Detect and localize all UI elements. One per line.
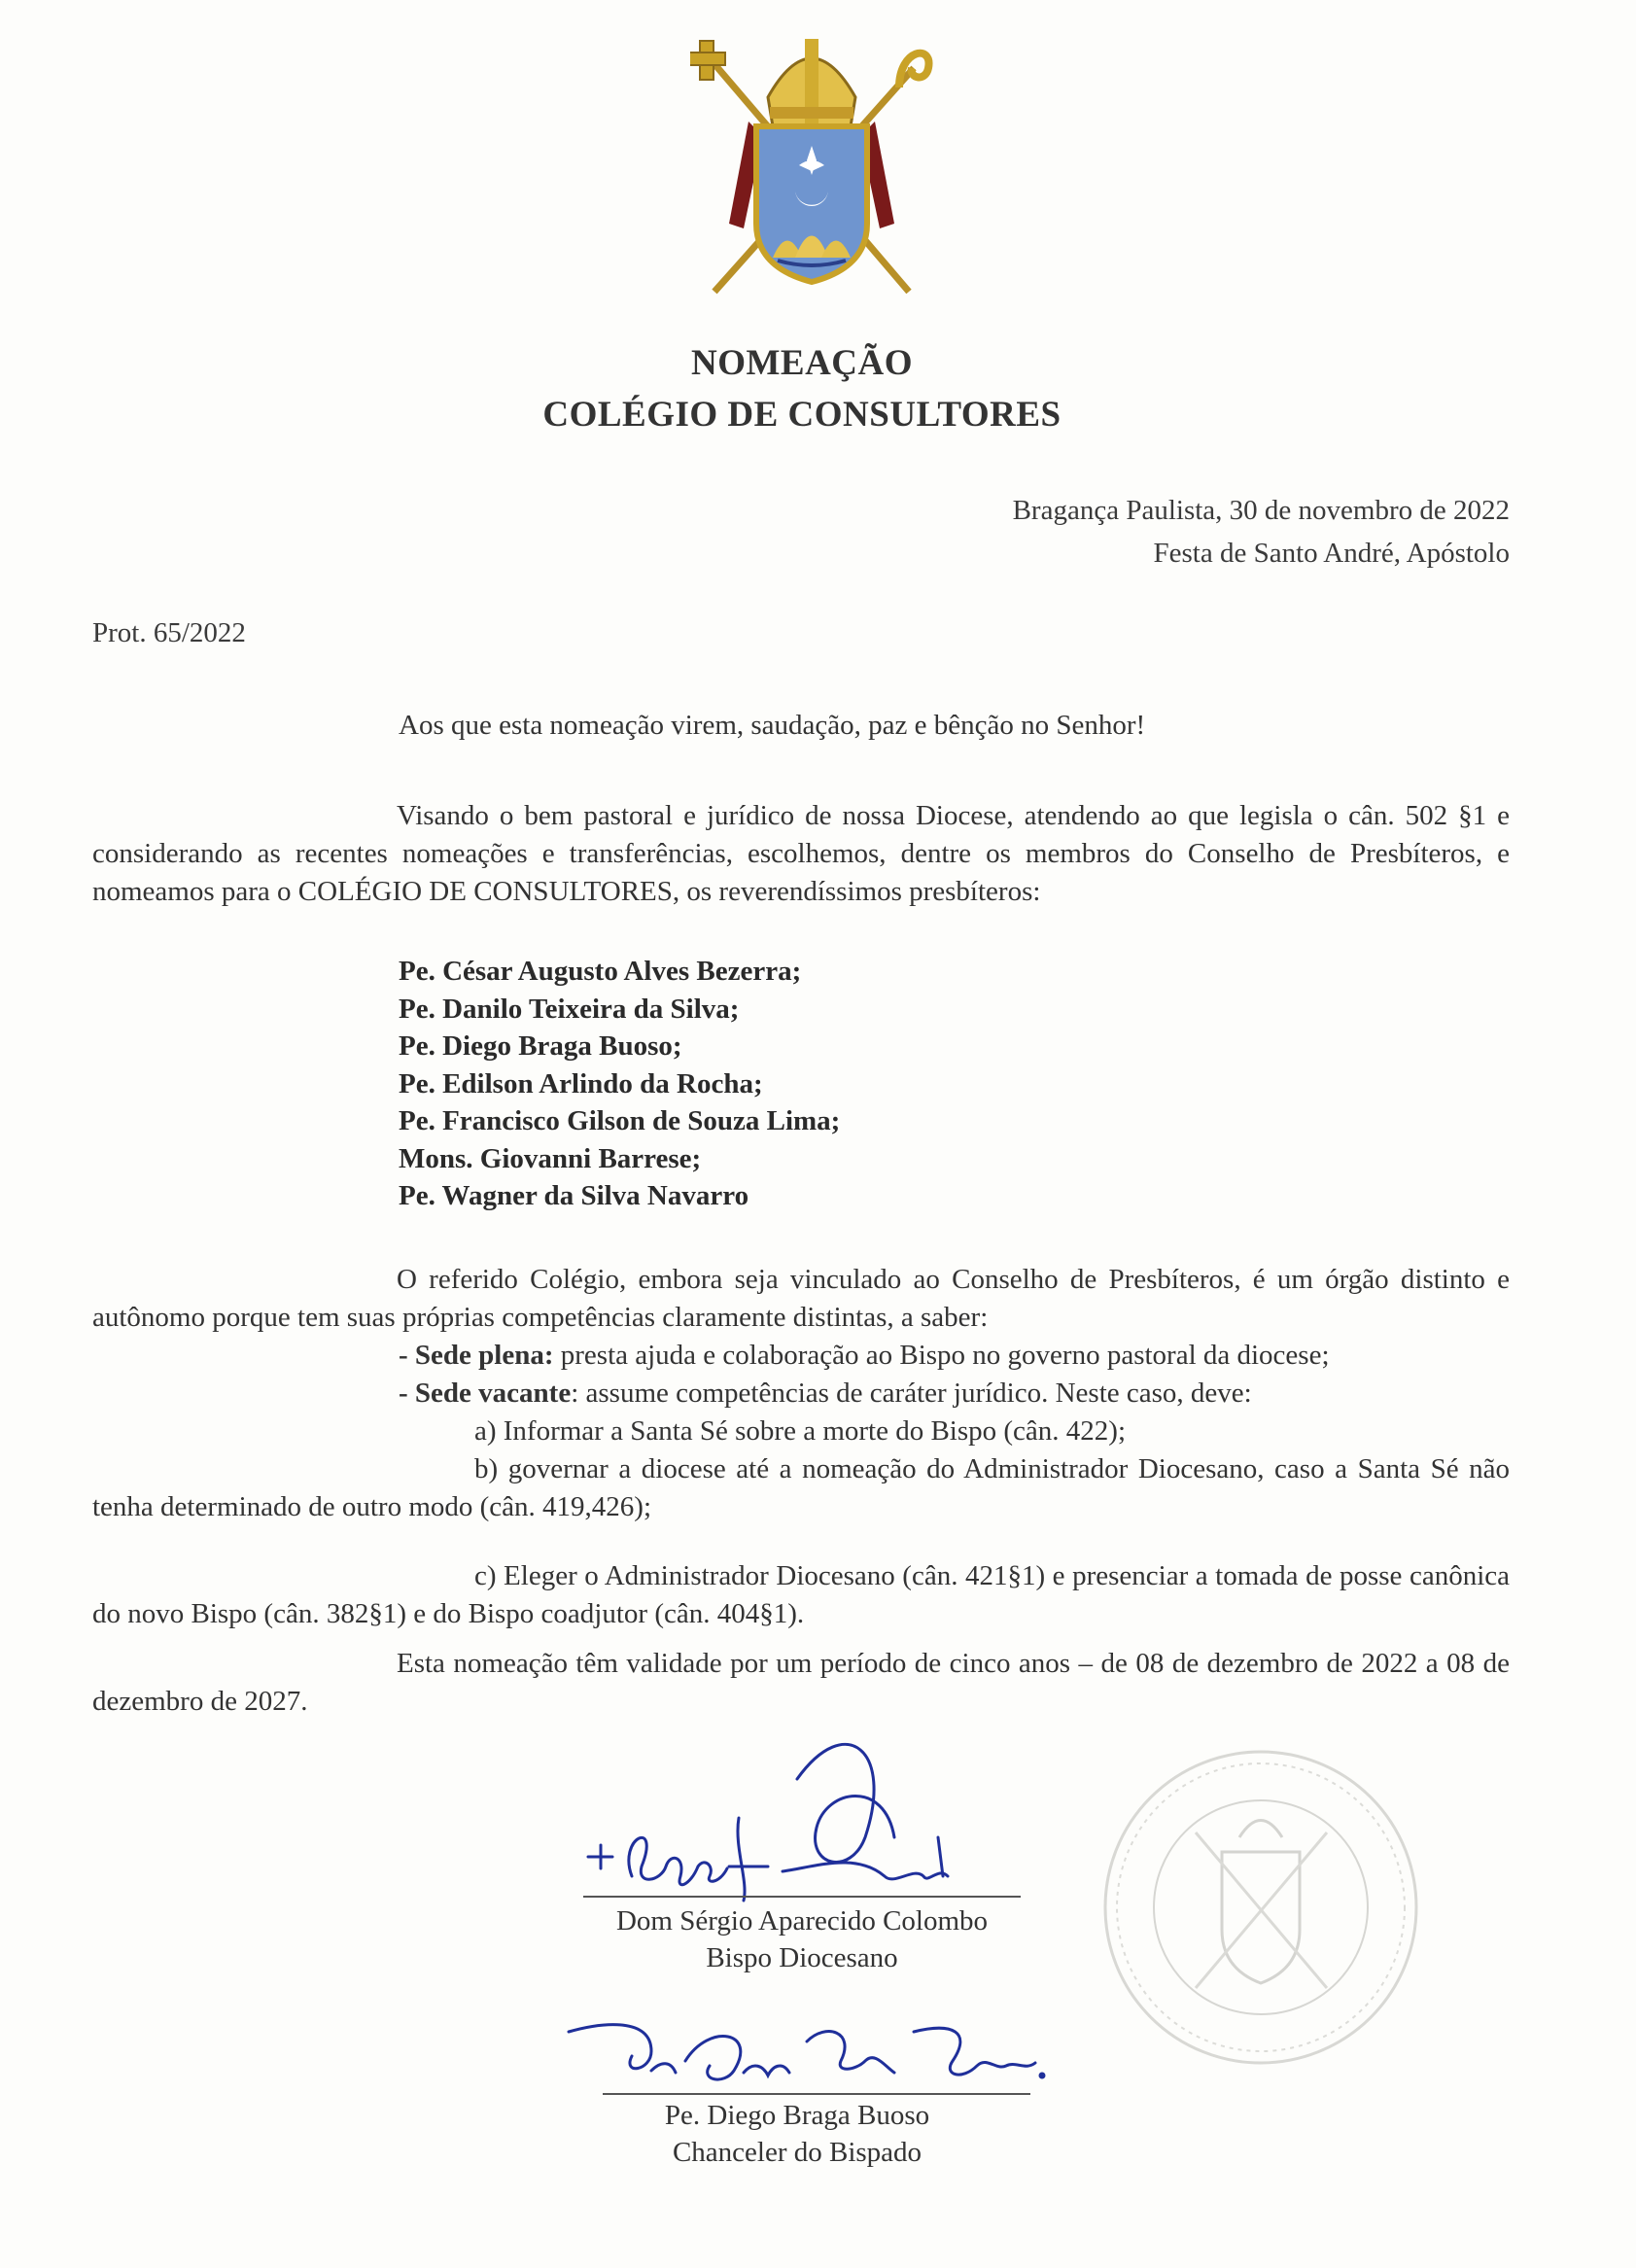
place-date: Bragança Paulista, 30 de novembro de 2022 xyxy=(1012,495,1510,526)
paragraph-competences: O referido Colégio, embora seja vinculado ao Conselho de Presbíteros, é um órgão distinto e autônomo porque tem suas próprias competências claramente distintas, a saber: xyxy=(92,1264,1510,1333)
list-item: Pe. Wagner da Silva Navarro xyxy=(399,1180,749,1211)
list-item: Pe. César Augusto Alves Bezerra; xyxy=(399,956,802,987)
item-c: c) Eleger o Administrador Diocesano (cân. 421§1) e presenciar a tomada de posse canônica do novo Bispo (cân. 382§1) e do Bispo coadjutor (cân. 404§1). xyxy=(92,1560,1510,1629)
bishop-name: Dom Sérgio Aparecido Colombo xyxy=(615,1905,989,1937)
sede-plena-label: - Sede plena: xyxy=(399,1340,554,1371)
greeting: Aos que esta nomeação virem, saudação, paz e bênção no Senhor! xyxy=(399,710,1146,741)
chancellor-name: Pe. Diego Braga Buoso xyxy=(664,2100,930,2131)
appointed-priests-list xyxy=(399,953,840,1215)
list-item: Pe. Francisco Gilson de Souza Lima; xyxy=(399,1105,841,1136)
sede-plena-text: presta ajuda e colaboração ao Bispo no governo pastoral da diocese; xyxy=(553,1340,1330,1371)
signature-line xyxy=(603,2093,1030,2095)
sede-vacante-label: - Sede vacante xyxy=(399,1378,572,1409)
bishop-role: Bispo Diocesano xyxy=(706,1942,898,1973)
sede-plena-line xyxy=(399,1337,1330,1375)
paragraph-appointment: Visando o bem pastoral e jurídico de nossa Diocese, atendendo ao que legisla o cân. 502 §1 e considerando as recentes nomeações e transferências, escolhemos, dentre os membros do Conselho de Presbíteros, e nomeamos para o COLÉGIO DE CONSULTORES, os reverendíssimos presbíteros: xyxy=(92,800,1510,907)
list-item: Pe. Edilson Arlindo da Rocha; xyxy=(399,1067,763,1099)
protocol-number: Prot. 65/2022 xyxy=(92,617,246,648)
coat-of-arms-logo xyxy=(690,29,933,311)
sede-vacante-text: : assume competências de caráter jurídico. Neste caso, deve: xyxy=(571,1378,1252,1409)
sede-vacante-line xyxy=(399,1375,1252,1413)
list-item: Mons. Giovanni Barrese; xyxy=(399,1142,702,1174)
validity-paragraph: Esta nomeação têm validade por um período de cinco anos – de 08 de dezembro de 2022 a 08 de dezembro de 2027. xyxy=(92,1648,1510,1717)
dateline xyxy=(1013,489,1510,575)
list-item: Pe. Diego Braga Buoso; xyxy=(399,1030,682,1062)
list-item: Pe. Danilo Teixeira da Silva; xyxy=(399,993,740,1025)
signature-line xyxy=(583,1896,1021,1898)
chancellor-role: Chanceler do Bispado xyxy=(672,2137,922,2168)
item-a: a) Informar a Santa Sé sobre a morte do Bispo (cân. 422); xyxy=(474,1415,1127,1447)
document-title: NOMEAÇÃO xyxy=(690,343,914,383)
embossed-seal xyxy=(1098,1745,1424,2071)
document-subtitle: COLÉGIO DE CONSULTORES xyxy=(542,395,1062,435)
item-b: b) governar a diocese até a nomeação do Administrador Diocesano, caso a Santa Sé não tenha determinado de outro modo (cân. 419,426); xyxy=(92,1453,1510,1522)
feast-line: Festa de Santo André, Apóstolo xyxy=(1153,538,1510,569)
